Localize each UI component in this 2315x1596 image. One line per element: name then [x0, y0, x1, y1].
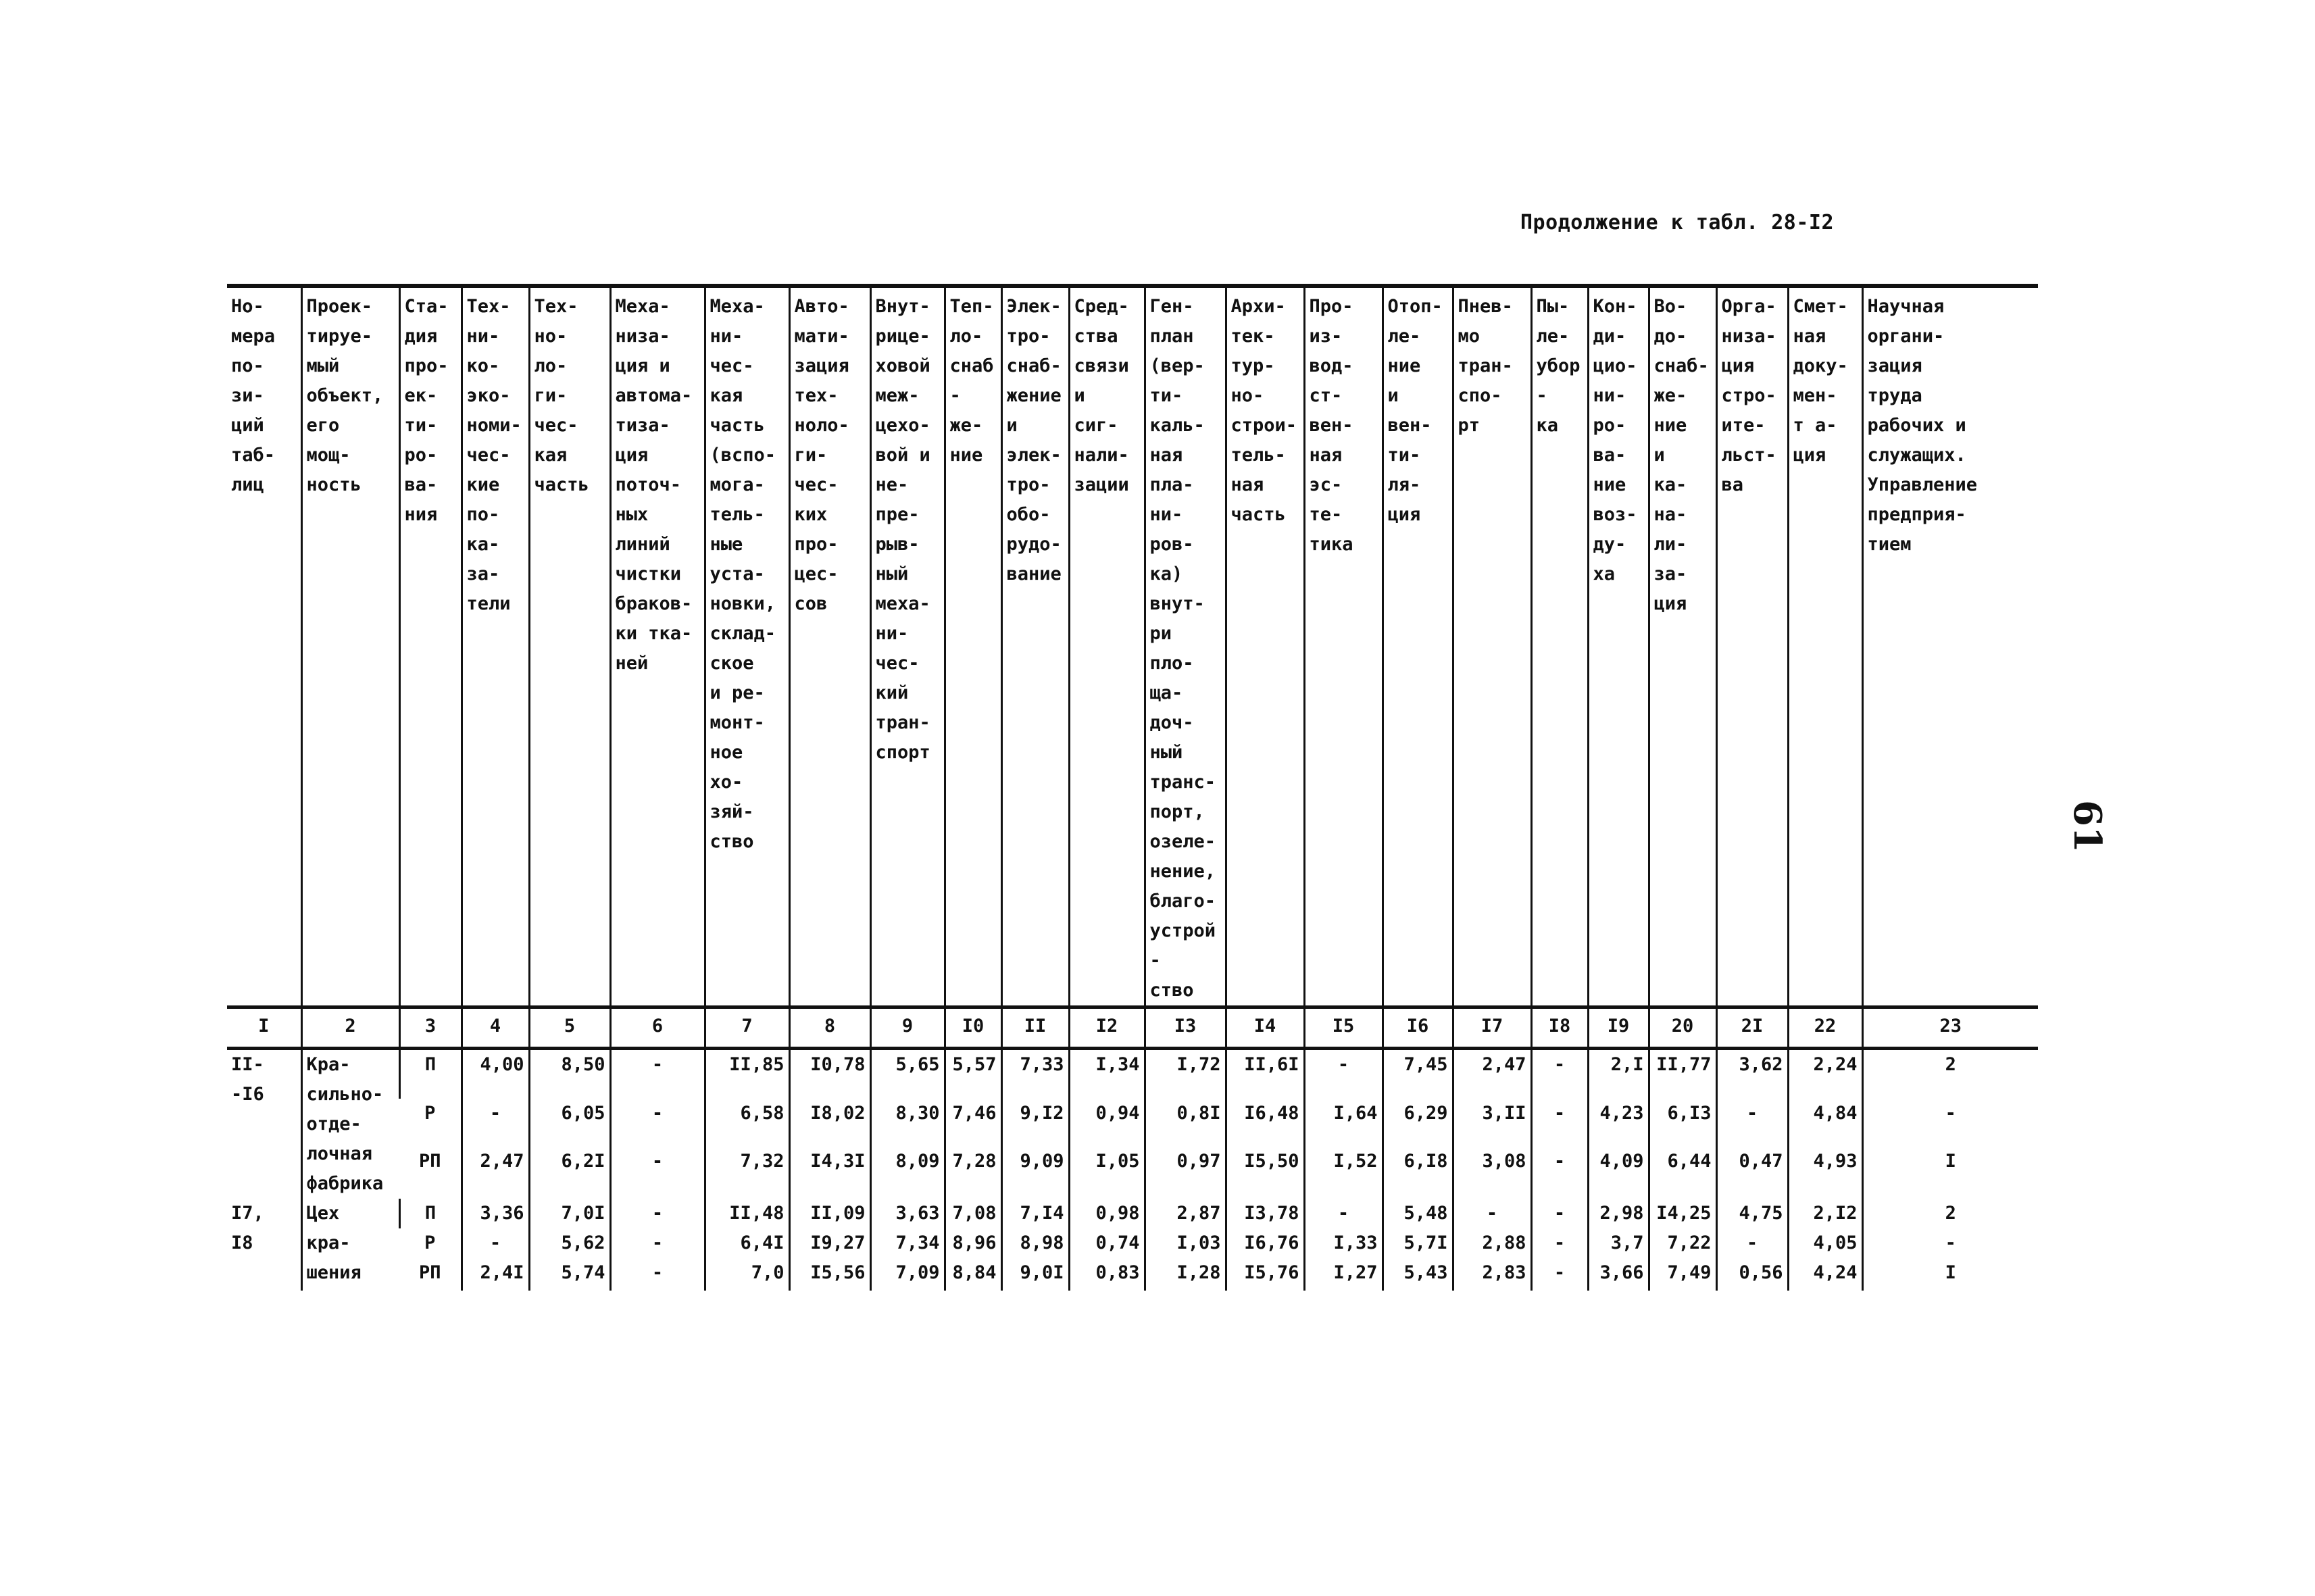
value-cell: 4,05 — [1788, 1228, 1862, 1258]
value-cell: 2,4I — [462, 1258, 529, 1291]
value-cell: I — [1862, 1147, 2038, 1199]
value-cell: 0,83 — [1069, 1258, 1145, 1291]
value-cell: I,34 — [1069, 1049, 1145, 1099]
value-cell: - — [1716, 1099, 1788, 1147]
value-cell: 7,22 — [1649, 1228, 1716, 1258]
value-cell: 2,83 — [1453, 1258, 1531, 1291]
value-cell: РП — [418, 1150, 441, 1172]
value-cell: I5,76 — [1226, 1258, 1304, 1291]
column-header: Проек- тируе- мый объект, его мощ- ность — [301, 286, 399, 1007]
value-cell: 7,08 — [945, 1199, 1001, 1228]
value-cell: 6,05 — [529, 1099, 610, 1147]
value-cell: 0,47 — [1716, 1147, 1788, 1199]
value-cell: 5,74 — [529, 1258, 610, 1291]
value-cell: I4,25 — [1649, 1199, 1716, 1228]
column-number: I7 — [1453, 1007, 1531, 1049]
value-cell: 7,32 — [705, 1147, 789, 1199]
column-header: Отоп- ле- ние и вен- ти- ля- ция — [1383, 286, 1453, 1007]
value-cell: 7,28 — [945, 1147, 1001, 1199]
value-cell: - — [1862, 1099, 2038, 1147]
column-number-row — [227, 1007, 2038, 1049]
value-cell: 2,I — [1588, 1049, 1649, 1099]
column-header: Во- до- снаб- же- ние и ка- на- ли- за- ция — [1649, 286, 1716, 1007]
column-header: Теп- ло- снаб- же- ние — [945, 286, 1001, 1007]
value-cell: Р — [424, 1103, 436, 1124]
column-header: Сред- ства связи и сиг- нали- зации — [1069, 286, 1145, 1007]
value-cell: I4,3I — [789, 1147, 870, 1199]
value-cell: I8,02 — [789, 1099, 870, 1147]
column-number: 23 — [1862, 1007, 2038, 1049]
column-header: Кон- ди- цио- ни- ро- ва- ние воз- ду- ха — [1588, 286, 1649, 1007]
value-cell: 5,62 — [529, 1228, 610, 1258]
value-cell: 2,24 — [1788, 1049, 1862, 1099]
value-cell: 6,I3 — [1649, 1099, 1716, 1147]
column-header: Смет- ная доку- мен- т а- ция — [1788, 286, 1862, 1007]
column-header: Ген- план (вер- ти- каль- ная пла- ни- ров- ка) внут- ри пло- ща- доч- ный транс- порт, озеле- нение, благо- устрой- ство — [1145, 286, 1226, 1007]
cost-breakdown-table — [227, 284, 2038, 1291]
table-row — [227, 1228, 2038, 1258]
value-cell: 6,44 — [1649, 1147, 1716, 1199]
value-cell: 2,47 — [462, 1147, 529, 1199]
value-cell: - — [610, 1228, 705, 1258]
column-header: Тех- но- ло- ги- чес- кая часть — [529, 286, 610, 1007]
value-cell: I0,78 — [789, 1049, 870, 1099]
value-cell: 7,45 — [1383, 1049, 1453, 1099]
value-cell: 0,97 — [1145, 1147, 1226, 1199]
value-cell: 8,98 — [1001, 1228, 1069, 1258]
column-header: Пнев- мо тран- спо- рт — [1453, 286, 1531, 1007]
value-cell: 6,4I — [705, 1228, 789, 1258]
value-cell: 4,09 — [1588, 1147, 1649, 1199]
value-cell: 8,09 — [870, 1147, 945, 1199]
value-cell: 3,36 — [462, 1199, 529, 1228]
value-cell: 7,46 — [945, 1099, 1001, 1147]
value-cell: 4,23 — [1588, 1099, 1649, 1147]
value-cell: 0,74 — [1069, 1228, 1145, 1258]
column-header: Элек- тро- снаб- жение и элек- тро- обо- рудо- вание — [1001, 286, 1069, 1007]
value-cell: 9,09 — [1001, 1147, 1069, 1199]
value-cell: 4,84 — [1788, 1099, 1862, 1147]
value-cell: 5,7I — [1383, 1228, 1453, 1258]
column-header: Тех- ни- ко- эко- номи- чес- кие по- ка- за- тели — [462, 286, 529, 1007]
value-cell: 6,29 — [1383, 1099, 1453, 1147]
value-cell: 8,96 — [945, 1228, 1001, 1258]
column-number: I5 — [1304, 1007, 1383, 1049]
value-cell: П — [399, 1199, 462, 1228]
value-cell: I,33 — [1304, 1228, 1383, 1258]
value-cell: - — [610, 1147, 705, 1199]
table-row — [227, 1199, 2038, 1228]
value-cell: 4,93 — [1788, 1147, 1862, 1199]
value-cell: I6,48 — [1226, 1099, 1304, 1147]
value-cell: 9,I2 — [1001, 1099, 1069, 1147]
column-number: I8 — [1531, 1007, 1588, 1049]
column-number: I2 — [1069, 1007, 1145, 1049]
value-cell: I6,76 — [1226, 1228, 1304, 1258]
value-cell: 7,34 — [870, 1228, 945, 1258]
value-cell: 2,88 — [1453, 1228, 1531, 1258]
object-cell: Цех кра- шения — [301, 1199, 399, 1291]
value-cell: - — [462, 1099, 529, 1147]
page-number: 61 — [2064, 800, 2110, 853]
value-cell: 5,48 — [1383, 1199, 1453, 1228]
value-cell: I,64 — [1304, 1099, 1383, 1147]
value-cell: 5,57 — [945, 1049, 1001, 1099]
value-cell: 7,0I — [529, 1199, 610, 1228]
column-number: I0 — [945, 1007, 1001, 1049]
value-cell: 4,75 — [1716, 1199, 1788, 1228]
value-cell: 7,0 — [705, 1258, 789, 1291]
value-cell: I,52 — [1304, 1147, 1383, 1199]
value-cell: I5,56 — [789, 1258, 870, 1291]
column-number: I6 — [1383, 1007, 1453, 1049]
value-cell: 2 — [1862, 1199, 2038, 1228]
column-number: I9 — [1588, 1007, 1649, 1049]
table-row — [227, 1049, 2038, 1099]
value-cell: - — [1304, 1049, 1383, 1099]
value-cell: I,28 — [1145, 1258, 1226, 1291]
value-cell: I,27 — [1304, 1258, 1383, 1291]
value-cell: 4,24 — [1788, 1258, 1862, 1291]
column-header: Научная органи- зация труда рабочих и служащих. Управление предприя- тием — [1862, 286, 2038, 1007]
column-header: Меха- низа- ция и автома- тиза- ция поточ- ных линий чистки браков- ки тка- ней — [610, 286, 705, 1007]
value-cell: I,03 — [1145, 1228, 1226, 1258]
column-number: 2I — [1716, 1007, 1788, 1049]
column-header: Авто- мати- зация тех- ноло- ги- чес- ких про- цес- сов — [789, 286, 870, 1007]
column-number: 6 — [610, 1007, 705, 1049]
value-cell: II,77 — [1649, 1049, 1716, 1099]
column-header: Но- мера по- зи- ций таб- лиц — [227, 286, 301, 1007]
value-cell: 7,09 — [870, 1258, 945, 1291]
value-cell: - — [610, 1258, 705, 1291]
value-cell: - — [1531, 1099, 1588, 1147]
value-cell: - — [610, 1199, 705, 1228]
value-cell: 0,94 — [1069, 1099, 1145, 1147]
value-cell: 3,63 — [870, 1199, 945, 1228]
value-cell: I3,78 — [1226, 1199, 1304, 1228]
value-cell: Р — [424, 1232, 436, 1253]
value-cell: - — [610, 1099, 705, 1147]
value-cell: II,48 — [705, 1199, 789, 1228]
column-number: 20 — [1649, 1007, 1716, 1049]
value-cell: I — [1862, 1258, 2038, 1291]
value-cell: 3,66 — [1588, 1258, 1649, 1291]
position-cell: I7, I8 — [231, 1203, 264, 1253]
value-cell: 2 — [1862, 1049, 2038, 1099]
table-row — [227, 1147, 2038, 1199]
value-cell: РП — [418, 1262, 441, 1283]
value-cell: 7,I4 — [1001, 1199, 1069, 1228]
column-header: Орга- низа- ция стро- ите- льст- ва — [1716, 286, 1788, 1007]
value-cell: 6,2I — [529, 1147, 610, 1199]
value-cell: 6,58 — [705, 1099, 789, 1147]
table-caption: Продолжение к табл. 28-I2 — [1520, 211, 1835, 234]
value-cell: 9,0I — [1001, 1258, 1069, 1291]
column-number: I — [227, 1007, 301, 1049]
value-cell: 3,II — [1453, 1099, 1531, 1147]
value-cell: 2,98 — [1588, 1199, 1649, 1228]
column-number: 7 — [705, 1007, 789, 1049]
value-cell: 8,84 — [945, 1258, 1001, 1291]
value-cell: - — [1453, 1199, 1531, 1228]
value-cell: 2,87 — [1145, 1199, 1226, 1228]
value-cell: - — [1304, 1199, 1383, 1228]
table-row — [227, 1258, 2038, 1291]
value-cell: 5,43 — [1383, 1258, 1453, 1291]
value-cell: I,72 — [1145, 1049, 1226, 1099]
column-number: 5 — [529, 1007, 610, 1049]
header-row — [227, 286, 2038, 1007]
value-cell: - — [1531, 1258, 1588, 1291]
table-row — [227, 1099, 2038, 1147]
value-cell: II,6I — [1226, 1049, 1304, 1099]
value-cell: 2,47 — [1453, 1049, 1531, 1099]
column-number: 4 — [462, 1007, 529, 1049]
column-header: Внут- рице- ховой меж- цехо- вой и не- пре- рыв- ный меха- ни- чес- кий тран- спорт — [870, 286, 945, 1007]
value-cell: 3,08 — [1453, 1147, 1531, 1199]
column-number: 9 — [870, 1007, 945, 1049]
value-cell: - — [1531, 1147, 1588, 1199]
value-cell: I5,50 — [1226, 1147, 1304, 1199]
value-cell: 2,I2 — [1788, 1199, 1862, 1228]
column-header: Ста- дия про- ек- ти- ро- ва- ния — [399, 286, 462, 1007]
value-cell: I,05 — [1069, 1147, 1145, 1199]
column-number: 3 — [399, 1007, 462, 1049]
column-header: Архи- тек- тур- но- строи- тель- ная часть — [1226, 286, 1304, 1007]
value-cell: II,85 — [705, 1049, 789, 1099]
position-cell: II- -I6 — [231, 1054, 264, 1105]
column-number: I4 — [1226, 1007, 1304, 1049]
object-cell: Кра- сильно- отде- лочная фабрика — [301, 1049, 399, 1199]
value-cell: - — [462, 1228, 529, 1258]
column-number: 22 — [1788, 1007, 1862, 1049]
value-cell: 0,56 — [1716, 1258, 1788, 1291]
value-cell: 7,49 — [1649, 1258, 1716, 1291]
value-cell: - — [610, 1049, 705, 1099]
column-header: Про- из- вод- ст- вен- ная эс- те- тика — [1304, 286, 1383, 1007]
value-cell: 7,33 — [1001, 1049, 1069, 1099]
value-cell: 4,00 — [462, 1049, 529, 1099]
column-number: II — [1001, 1007, 1069, 1049]
value-cell: I9,27 — [789, 1228, 870, 1258]
column-number: 2 — [301, 1007, 399, 1049]
value-cell: - — [1716, 1228, 1788, 1258]
column-header: Меха- ни- чес- кая часть (вспо- мога- тель- ные уста- новки, склад- ское и ре- монт- ное хо- зяй- ство — [705, 286, 789, 1007]
value-cell: - — [1531, 1199, 1588, 1228]
value-cell: 0,98 — [1069, 1199, 1145, 1228]
value-cell: П — [399, 1049, 462, 1099]
column-number: 8 — [789, 1007, 870, 1049]
value-cell: 3,7 — [1588, 1228, 1649, 1258]
value-cell: - — [1531, 1049, 1588, 1099]
value-cell: 8,50 — [529, 1049, 610, 1099]
value-cell: - — [1531, 1228, 1588, 1258]
column-number: I3 — [1145, 1007, 1226, 1049]
value-cell: 5,65 — [870, 1049, 945, 1099]
value-cell: 8,30 — [870, 1099, 945, 1147]
column-header: Пы- ле- убор- ка — [1531, 286, 1588, 1007]
value-cell: 6,I8 — [1383, 1147, 1453, 1199]
value-cell: 3,62 — [1716, 1049, 1788, 1099]
value-cell: - — [1862, 1228, 2038, 1258]
value-cell: II,09 — [789, 1199, 870, 1228]
value-cell: 0,8I — [1145, 1099, 1226, 1147]
